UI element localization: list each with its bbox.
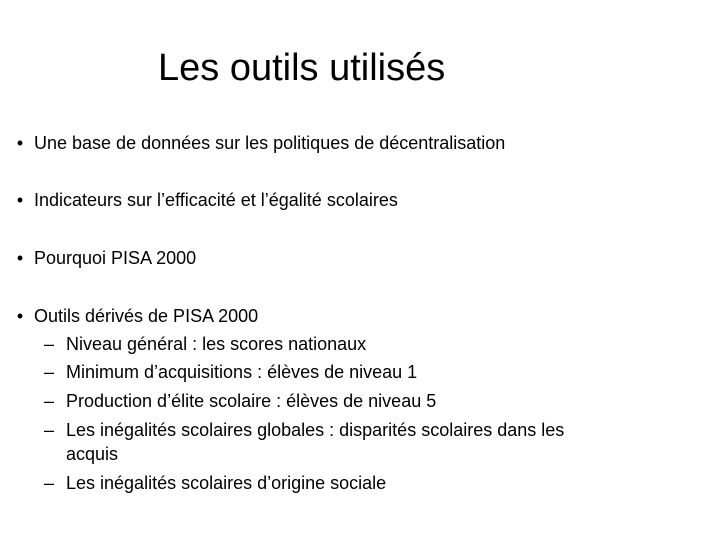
bullet-text: Pourquoi PISA 2000: [34, 248, 197, 268]
sub-bullet-item: [44, 471, 386, 495]
sub-bullet-marker: –: [44, 391, 55, 411]
sub-bullet-item: [44, 360, 417, 384]
bullet-marker: •: [16, 306, 24, 326]
bullet-marker: •: [16, 133, 24, 153]
sub-bullet-text: Production d’élite scolaire : élèves de niveau 5: [66, 391, 437, 411]
bullet-text: Indicateurs sur l’efficacité et l’égalité scolaires: [34, 190, 398, 210]
sub-bullet-text: Les inégalités scolaires globales : disparités scolaires dans les: [66, 420, 565, 440]
sub-bullet-item: [44, 389, 436, 413]
sub-bullet-text: Niveau général : les scores nationaux: [66, 334, 367, 354]
bullet-text: Outils dérivés de PISA 2000: [34, 306, 259, 326]
bullet-item: [6, 304, 258, 328]
sub-bullet-marker: –: [44, 420, 55, 440]
sub-bullet-marker: –: [44, 362, 55, 382]
sub-bullet-item: [44, 332, 366, 356]
slide-title: Les outils utilisés: [158, 47, 446, 89]
bullet-item: [6, 131, 505, 155]
bullet-item: [6, 188, 398, 212]
bullet-item: [6, 246, 196, 270]
bullet-marker: •: [16, 190, 24, 210]
sub-bullet-marker: –: [44, 334, 55, 354]
sub-bullet-continuation: acquis: [66, 444, 119, 464]
sub-bullet-marker: –: [44, 473, 55, 493]
sub-bullet-text: Minimum d’acquisitions : élèves de niveau 1: [66, 362, 418, 382]
sub-bullet-item: [44, 418, 564, 442]
bullet-marker: •: [16, 248, 24, 268]
bullet-text: Une base de données sur les politiques de décentralisation: [34, 133, 506, 153]
sub-bullet-text: Les inégalités scolaires d’origine sociale: [66, 473, 387, 493]
